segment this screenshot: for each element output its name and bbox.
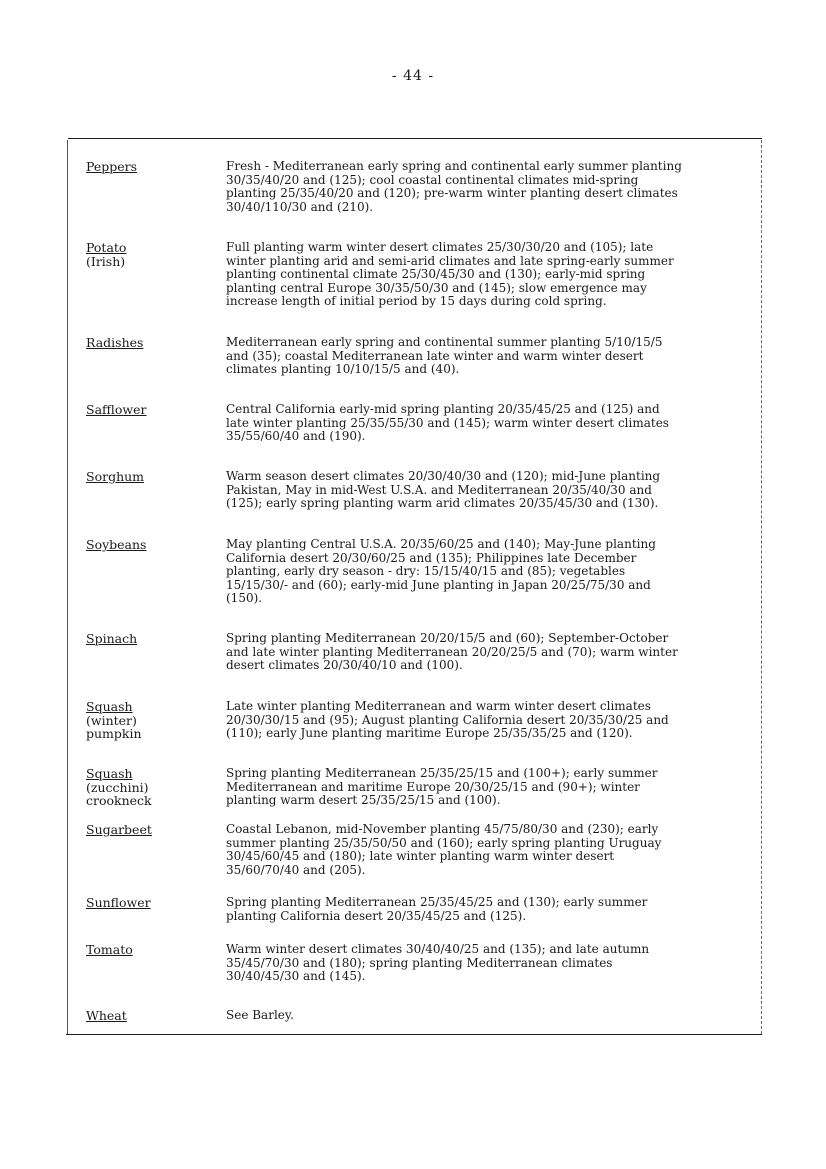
crop-name: Squash <box>86 766 133 781</box>
description-line: planting 25/35/40/20 and (120); pre-warm winter planting desert climates <box>226 186 678 201</box>
description-line: late winter planting 25/35/55/30 and (145); warm winter desert climates <box>226 415 669 430</box>
crop-variety: pumpkin <box>86 726 142 741</box>
description-line: Full planting warm winter desert climates 25/30/30/20 and (105); late <box>226 240 654 254</box>
description-line: climates planting 10/10/15/5 and (40). <box>226 362 460 377</box>
description-line: California desert 20/30/60/25 and (135); Philippines late December <box>226 550 637 565</box>
table-top-rule <box>68 138 762 139</box>
crop-description <box>226 700 746 741</box>
crop-name: Potato <box>86 240 127 255</box>
description-line: 30/45/60/45 and (180); late winter planting warm winter desert <box>226 849 615 864</box>
crop-label <box>86 943 216 957</box>
description-line: Spring planting Mediterranean 20/20/15/5 and (60); September-October <box>226 631 669 645</box>
description-line: Warm season desert climates 20/30/40/30 and (120); mid-June planting <box>226 469 661 483</box>
crop-label <box>86 241 216 268</box>
crop-name: Safflower <box>86 402 147 417</box>
crop-name: Sorghum <box>86 469 145 484</box>
crop-description <box>226 336 746 377</box>
description-line: Fresh - Mediterranean early spring and continental early summer planting <box>226 159 682 173</box>
description-line: Central California early-mid spring planting 20/35/45/25 and (125) and <box>226 402 660 416</box>
page-number: - 44 - <box>391 68 435 84</box>
description-line: 30/40/45/30 and (145). <box>226 969 366 984</box>
crop-name: Tomato <box>86 942 133 957</box>
description-line: planting California desert 20/35/45/25 and (125). <box>226 908 527 923</box>
crop-variety: (zucchini) <box>86 779 149 795</box>
crop-label <box>86 700 216 741</box>
table-right-rule <box>761 140 762 1034</box>
crop-description <box>226 241 746 309</box>
description-line: desert climates 20/30/40/10 and (100). <box>226 658 463 673</box>
description-line: Spring planting Mediterranean 25/35/45/25 and (130); early summer <box>226 895 648 909</box>
description-line: (125); early spring planting warm arid climates 20/35/45/30 and (130). <box>226 496 659 511</box>
description-line: summer planting 25/35/50/50 and (160); early spring planting Uruguay <box>226 835 662 850</box>
crop-label <box>86 896 216 910</box>
description-line: Mediterranean and maritime Europe 20/30/25/15 and (90+); winter <box>226 779 640 794</box>
description-line: Mediterranean early spring and continental summer planting 5/10/15/5 <box>226 335 663 349</box>
table-bottom-rule <box>66 1034 762 1035</box>
description-line: Spring planting Mediterranean 25/35/25/15 and (100+); early summer <box>226 766 658 780</box>
crop-description <box>226 943 746 984</box>
crop-name: Spinach <box>86 631 138 646</box>
crop-description <box>226 160 746 214</box>
crop-name: Squash <box>86 699 133 714</box>
crop-description <box>226 403 746 444</box>
crop-description <box>226 767 746 808</box>
description-line: 20/30/30/15 and (95); August planting California desert 20/35/30/25 and <box>226 712 669 727</box>
crop-name: Sugarbeet <box>86 822 152 837</box>
description-line: planting continental climate 25/30/45/30 and (130); early-mid spring <box>226 267 646 282</box>
table-left-rule <box>67 140 68 1034</box>
description-line: increase length of initial period by 15 days during cold spring. <box>226 294 607 309</box>
crop-label <box>86 538 216 552</box>
crop-description <box>226 470 746 511</box>
description-line: and late winter planting Mediterranean 20/20/25/5 and (70); warm winter <box>226 644 678 659</box>
crop-name: Radishes <box>86 335 144 350</box>
description-line: planting warm desert 25/35/25/15 and (100). <box>226 793 501 808</box>
crop-label <box>86 823 216 837</box>
description-line: See Barley. <box>226 1008 294 1022</box>
description-line: 15/15/30/- and (60); early-mid June planting in Japan 20/25/75/30 and <box>226 577 651 592</box>
crop-label <box>86 160 216 174</box>
description-line: Coastal Lebanon, mid-November planting 45/75/80/30 and (230); early <box>226 822 659 836</box>
crop-description <box>226 823 746 877</box>
crop-variety: (Irish) <box>86 253 126 269</box>
crop-name: Wheat <box>86 1008 127 1023</box>
description-line: planting central Europe 30/35/50/30 and (145); slow emergence may <box>226 280 647 295</box>
crop-description <box>226 632 746 673</box>
description-line: 35/60/70/40 and (205). <box>226 862 366 877</box>
description-line: Pakistan, May in mid-West U.S.A. and Mediterranean 20/35/40/30 and <box>226 482 652 497</box>
crop-variety: crookneck <box>86 793 152 808</box>
description-line: 30/40/110/30 and (210). <box>226 199 374 214</box>
crop-description <box>226 896 746 923</box>
crop-label <box>86 632 216 646</box>
crop-name: Sunflower <box>86 895 151 910</box>
description-line: winter planting arid and semi-arid climates and late spring-early summer <box>226 253 674 268</box>
description-line: (110); early June planting maritime Europe 25/35/35/25 and (120). <box>226 726 633 741</box>
description-line: Late winter planting Mediterranean and warm winter desert climates <box>226 699 651 713</box>
description-line: May planting Central U.S.A. 20/35/60/25 and (140); May-June planting <box>226 537 656 551</box>
crop-name: Soybeans <box>86 537 147 552</box>
description-line: 35/45/70/30 and (180); spring planting Mediterranean climates <box>226 955 613 970</box>
crop-name: Peppers <box>86 159 138 174</box>
crop-label <box>86 403 216 417</box>
crop-label <box>86 470 216 484</box>
crop-label <box>86 336 216 350</box>
description-line: planting, early dry season - dry: 15/15/40/15 and (85); vegetables <box>226 564 626 579</box>
description-line: (150). <box>226 591 263 606</box>
description-line: 35/55/60/40 and (190). <box>226 429 366 444</box>
crop-description <box>226 538 746 606</box>
crop-description <box>226 1009 746 1023</box>
description-line: Warm winter desert climates 30/40/40/25 and (135); and late autumn <box>226 942 650 956</box>
description-line: 30/35/40/20 and (125); cool coastal continental climates mid-spring <box>226 172 639 187</box>
crop-label <box>86 1009 216 1023</box>
crop-variety: (winter) <box>86 712 137 728</box>
crop-label <box>86 767 216 808</box>
description-line: and (35); coastal Mediterranean late winter and warm winter desert <box>226 348 644 363</box>
